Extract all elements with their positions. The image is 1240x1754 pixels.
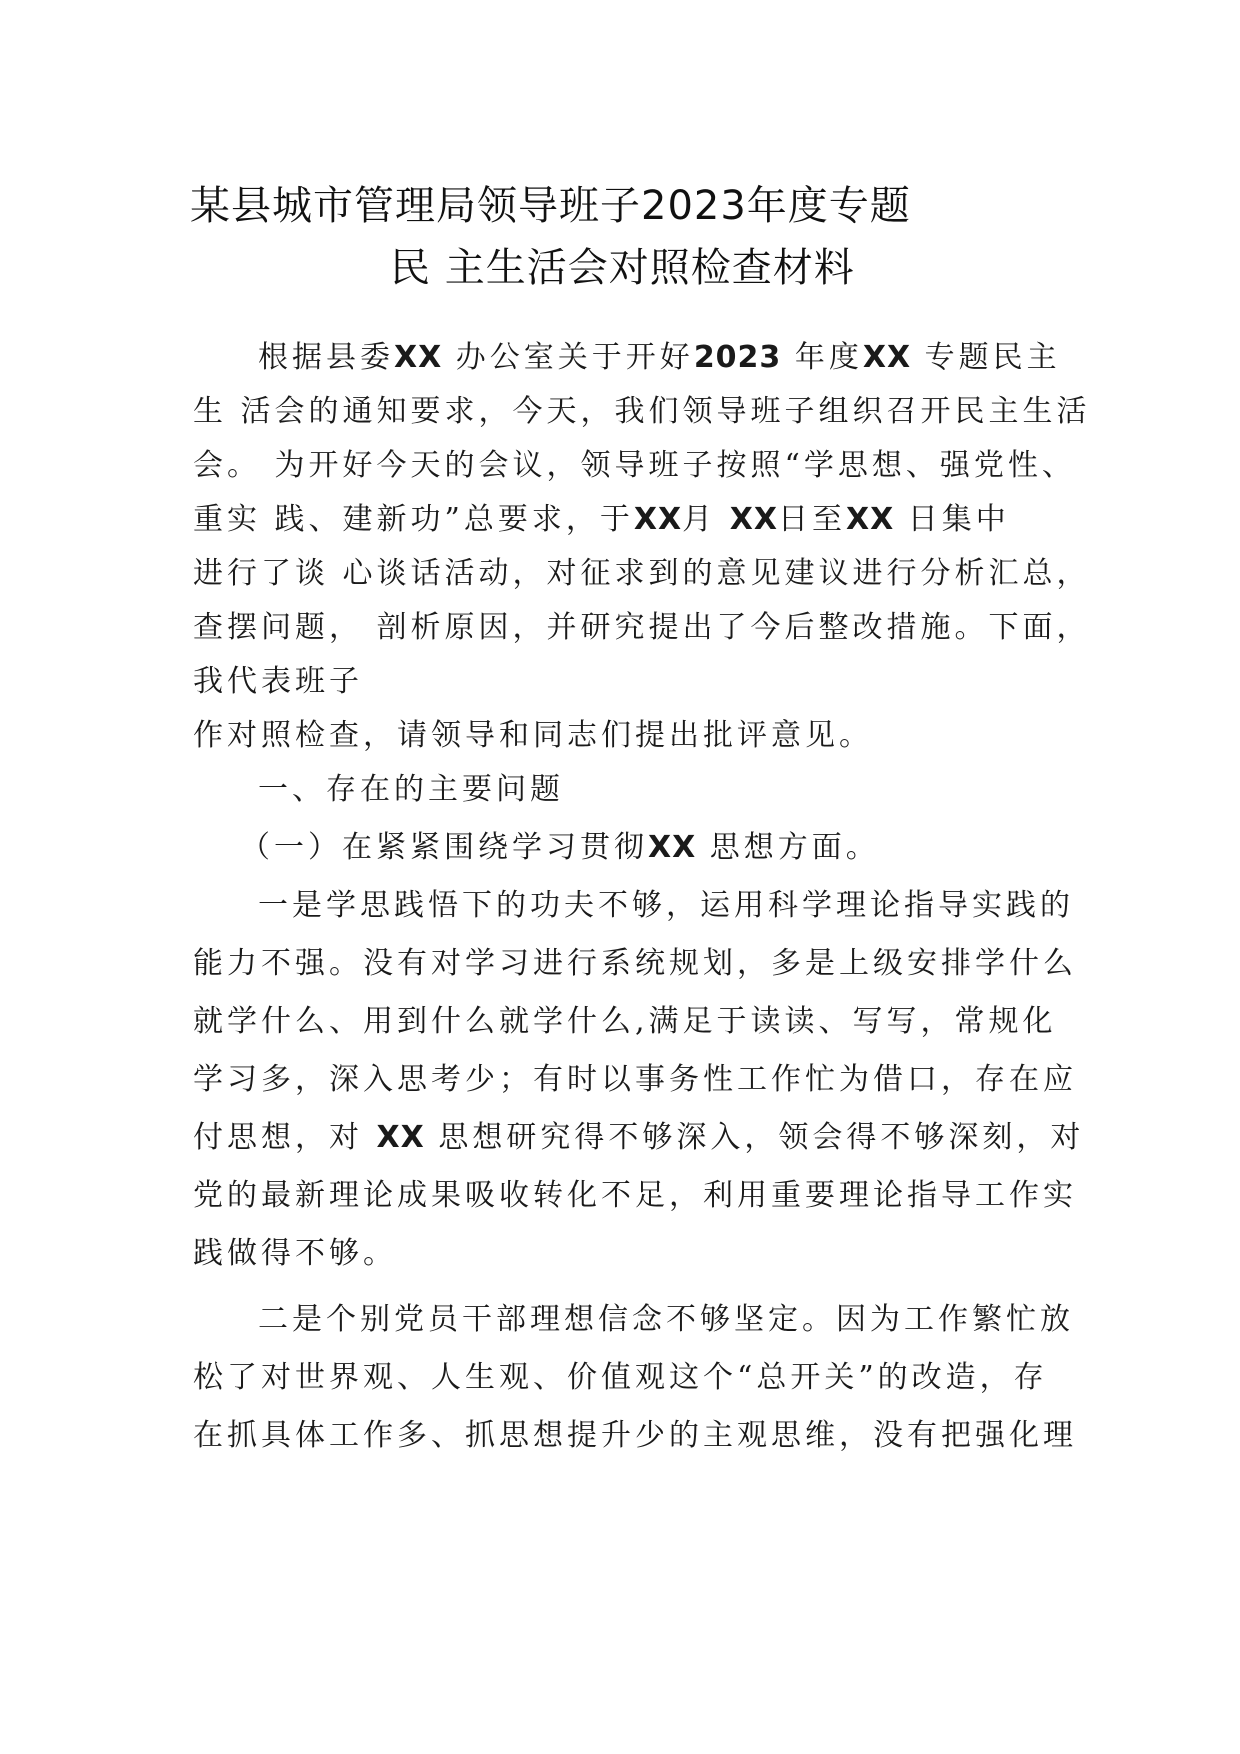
paragraph-1-line-2: 生 活会的通知要求，今天，我们领导班子组织召开民主生活: [193, 394, 1091, 429]
text-run: 日集中: [894, 502, 1010, 537]
text-run: 专题民主: [911, 340, 1061, 375]
paragraph-1-line-4: [193, 500, 1053, 540]
text-run: 办公室关于开好: [442, 340, 694, 375]
text-run-bold: XX: [845, 502, 895, 537]
paragraph-2-line-2: 能力不强。没有对学习进行系统规划，多是上级安排学什么: [193, 946, 1077, 981]
paragraph-3-line-2: 松了对世界观、人生观、价值观这个“总开关”的改造，存: [193, 1360, 1048, 1395]
section-heading-1: 一、存在的主要问题: [258, 772, 564, 807]
paragraph-3-line-1: 二是个别党员干部理想信念不够坚定。因为工作繁忙放: [258, 1302, 1074, 1337]
text-run-bold: XX: [729, 502, 778, 537]
text-run: 日至: [777, 502, 846, 537]
paragraph-2-line-7: 践做得不够。: [193, 1236, 397, 1271]
paragraph-1-line-7: 我代表班子: [193, 664, 363, 699]
paragraph-2-line-6: 党的最新理论成果吸收转化不足，利用重要理论指导工作实: [193, 1178, 1077, 1213]
text-run: 根据县委: [258, 340, 394, 375]
text-run: 思想方面。: [696, 830, 880, 865]
paragraph-2-line-4: 学习多，深入思考少；有时以事务性工作忙为借口，存在应: [193, 1062, 1077, 1097]
text-run: 月: [682, 502, 730, 537]
text-run: （一）在紧紧围绕学习贯彻: [240, 830, 648, 865]
paragraph-1-line-3: 会。 为开好今天的会议，领导班子按照“学思想、强党性、: [193, 448, 1076, 483]
text-run-bold: XX: [862, 340, 912, 375]
document-title-line-1: 某县城市管理局领导班子2023年度专题: [190, 183, 911, 229]
paragraph-2-line-3: 就学什么、用到什么就学什么,满足于读读、写写，常规化: [193, 1004, 1057, 1039]
text-run: 年度: [781, 340, 863, 375]
paragraph-1-line-5: 进行了谈 心谈话活动，对征求到的意见建议进行分析汇总，: [193, 556, 1091, 591]
paragraph-1-line-1: [258, 338, 1118, 378]
text-run-bold: 2023: [693, 340, 782, 375]
paragraph-1-line-8: 作对照检查，请领导和同志们提出批评意见。: [193, 718, 873, 753]
text-run: 重实 践、建新功”总要求，于: [193, 502, 634, 537]
text-run-bold: XX: [394, 340, 443, 375]
text-run: 思想研究得不够深入，领会得不够深刻，对: [424, 1120, 1085, 1155]
subsection-heading-1: [240, 828, 1100, 868]
text-run-bold: XX: [648, 830, 697, 865]
paragraph-3-line-3: 在抓具体工作多、抓思想提升少的主观思维，没有把强化理: [193, 1418, 1077, 1453]
text-run-bold: XX: [376, 1120, 425, 1155]
text-run-bold: XX: [633, 502, 683, 537]
paragraph-1-line-6: 查摆问题， 剖析原因，并研究提出了今后整改措施。下面，: [193, 610, 1091, 645]
text-run: 付思想，对: [193, 1120, 377, 1155]
paragraph-2-line-5: [193, 1118, 1085, 1158]
document-title-line-2: 民 主生活会对照检查材料: [390, 245, 855, 291]
paragraph-2-line-1: 一是学思践悟下的功夫不够，运用科学理论指导实践的: [258, 888, 1074, 923]
